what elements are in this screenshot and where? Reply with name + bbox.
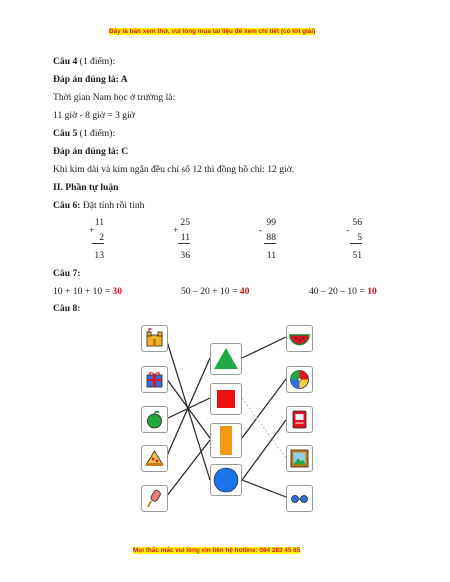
picture-frame-card[interactable] [286, 445, 313, 472]
q5-answer: Đáp án đúng là: C [53, 146, 129, 157]
expression-answer: 10 [367, 286, 377, 297]
op-operand-a: 56 [352, 217, 362, 228]
q8-title: Câu 8: [53, 303, 81, 314]
triangle-card[interactable] [210, 343, 242, 375]
op-result: 11 [266, 250, 276, 261]
hotline-notice-banner: Mọi thắc mắc vui lòng xin liên hệ hotline: 084 283 45 85 [133, 547, 301, 554]
card-item-card[interactable] [286, 406, 313, 433]
match-line-popsicle-rectangle [166, 440, 210, 497]
op-operand-b: 88 [264, 232, 276, 244]
expression: 50 – 20 + 10 = [181, 286, 240, 297]
op-sign: - [259, 225, 263, 236]
glasses-card[interactable] [286, 485, 313, 512]
op-operand-b: 11 [178, 232, 190, 244]
expression-answer: 40 [239, 286, 250, 297]
match-line-triangle-watermelon [242, 337, 286, 358]
op-sign: - [346, 225, 350, 236]
op-operand-b: 5 [350, 232, 362, 244]
castle-icon [142, 326, 167, 351]
card-icon [287, 407, 312, 432]
rectangle-shape [211, 424, 241, 457]
q4-title: Câu 4 [53, 56, 78, 67]
op-result: 51 [352, 250, 362, 261]
apple-card[interactable] [141, 406, 168, 433]
op-sign: + [89, 225, 95, 236]
triangle-shape [211, 344, 241, 374]
q5-text-1: Khi kim dài và kim ngắn đều chỉ số 12 thì đồng hồ chỉ: 12 giờ. [53, 164, 295, 175]
picture-frame-icon [287, 446, 312, 471]
beach-ball-icon [287, 367, 312, 392]
q5-title: Câu 5 [53, 128, 78, 139]
op-sign: + [173, 225, 179, 236]
expression-answer: 30 [112, 286, 122, 297]
op-operand-b: 2 [92, 232, 104, 244]
gift-card[interactable] [141, 366, 168, 393]
op-result: 36 [180, 250, 190, 261]
popsicle-card[interactable] [141, 485, 168, 512]
circle-card[interactable] [210, 464, 242, 496]
q6-text: Đặt tính rồi tính [82, 200, 145, 211]
op-operand-a: 11 [94, 217, 104, 228]
match-line-pizza-triangle [166, 358, 210, 458]
q4-text-2: 11 giờ - 8 giờ = 3 giờ [53, 110, 135, 121]
square-shape [211, 384, 241, 414]
match-line-circle-glasses [242, 480, 286, 497]
q4-points: (1 điểm): [79, 56, 116, 67]
q5-points: (1 điểm): [79, 128, 116, 139]
preview-notice-banner: Đây là bản xem thử, vui lòng mua tài liệu để xem chi tiết (có lời giải) [109, 28, 316, 35]
expression: 10 + 10 + 10 = [53, 286, 113, 297]
gift-icon [142, 367, 167, 392]
pizza-card[interactable] [141, 445, 168, 472]
watermelon-card[interactable] [286, 325, 313, 352]
q7-title: Câu 7: [53, 268, 81, 279]
section-heading: II. Phần tự luận [53, 182, 119, 193]
rectangle-card[interactable] [210, 423, 242, 458]
pizza-icon [142, 446, 167, 471]
expression: 40 – 20 – 10 = [309, 286, 368, 297]
q6-title: Câu 6: [53, 200, 81, 211]
beach-ball-card[interactable] [286, 366, 313, 393]
castle-card[interactable] [141, 325, 168, 352]
op-operand-a: 99 [266, 217, 276, 228]
circle-shape [211, 465, 241, 495]
popsicle-icon [142, 486, 167, 511]
q4-answer: Đáp án đúng là: A [53, 74, 128, 85]
op-result: 13 [94, 250, 104, 261]
glasses-icon [287, 486, 312, 511]
op-operand-a: 25 [180, 217, 190, 228]
square-card[interactable] [210, 383, 242, 415]
apple-icon [142, 407, 167, 432]
watermelon-icon [287, 326, 312, 351]
q4-text-1: Thời gian Nam học ở trường là: [53, 92, 176, 103]
